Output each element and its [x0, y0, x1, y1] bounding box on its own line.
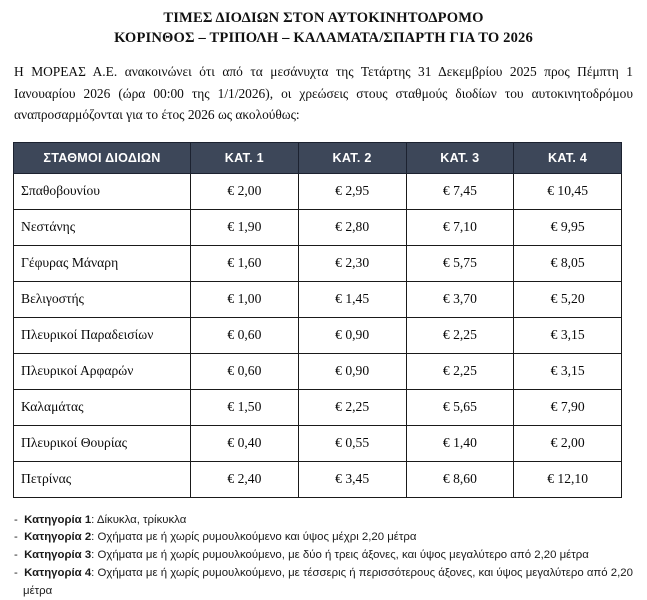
table-header-row	[14, 142, 622, 173]
table-row	[14, 425, 622, 461]
cell-kat3: € 8,60	[406, 461, 514, 497]
cell-kat3: € 5,65	[406, 389, 514, 425]
title-line-2: ΚΟΡΙΝΘΟΣ – ΤΡΙΠΟΛΗ – ΚΑΛΑΜΑΤΑ/ΣΠΑΡΤΗ ΓΙΑ ΤΟ 2026	[0, 29, 647, 49]
cell-kat3: € 5,75	[406, 245, 514, 281]
cell-station: Γέφυρας Μάναρη	[14, 245, 191, 281]
cell-station: Βελιγοστής	[14, 281, 191, 317]
table-row	[14, 173, 622, 209]
cell-station: Νεστάνης	[14, 209, 191, 245]
column-header-kat1: ΚΑΤ. 1	[191, 142, 299, 173]
bullet-dash: -	[14, 567, 18, 579]
bullet-dash: -	[14, 531, 18, 543]
cell-kat1: € 0,60	[191, 317, 299, 353]
cell-kat4: € 3,15	[514, 353, 622, 389]
legend-label: Κατηγορία 1	[24, 514, 91, 526]
legend-text: : Οχήματα με ή χωρίς ρυμουλκούμενο, με τέσσερις ή περισσότερους άξονες, και ύψος μεγαλύτερο από 2,20 μέτρα	[23, 567, 633, 596]
cell-station: Πλευρικοί Αρφαρών	[14, 353, 191, 389]
cell-kat4: € 8,05	[514, 245, 622, 281]
cell-kat4: € 12,10	[514, 461, 622, 497]
bullet-dash: -	[14, 549, 18, 561]
cell-kat1: € 1,00	[191, 281, 299, 317]
cell-kat1: € 0,60	[191, 353, 299, 389]
cell-station: Σπαθοβουνίου	[14, 173, 191, 209]
cell-kat2: € 1,45	[298, 281, 406, 317]
cell-kat2: € 0,55	[298, 425, 406, 461]
cell-kat2: € 2,25	[298, 389, 406, 425]
column-header-kat4: ΚΑΤ. 4	[514, 142, 622, 173]
cell-kat4: € 7,90	[514, 389, 622, 425]
legend-text: : Δίκυκλα, τρίκυκλα	[91, 514, 186, 526]
cell-kat3: € 7,45	[406, 173, 514, 209]
column-header-kat2: ΚΑΤ. 2	[298, 142, 406, 173]
legend-item-category-4	[14, 565, 634, 600]
cell-kat1: € 1,90	[191, 209, 299, 245]
cell-kat1: € 2,40	[191, 461, 299, 497]
column-header-station: ΣΤΑΘΜΟΙ ΔΙΟΔΙΩΝ	[14, 142, 191, 173]
legend-label: Κατηγορία 4	[24, 567, 91, 579]
table-row	[14, 281, 622, 317]
cell-station: Καλαμάτας	[14, 389, 191, 425]
bullet-dash: -	[14, 514, 18, 526]
cell-kat3: € 2,25	[406, 353, 514, 389]
cell-station: Πλευρικοί Θουρίας	[14, 425, 191, 461]
cell-kat2: € 2,80	[298, 209, 406, 245]
cell-kat4: € 2,00	[514, 425, 622, 461]
cell-kat2: € 0,90	[298, 317, 406, 353]
cell-kat4: € 9,95	[514, 209, 622, 245]
cell-kat1: € 1,50	[191, 389, 299, 425]
table-body	[14, 173, 622, 497]
cell-station: Πετρίνας	[14, 461, 191, 497]
legend-item-category-1	[14, 512, 634, 529]
cell-kat1: € 0,40	[191, 425, 299, 461]
cell-kat3: € 3,70	[406, 281, 514, 317]
cell-station: Πλευρικοί Παραδεισίων	[14, 317, 191, 353]
cell-kat2: € 0,90	[298, 353, 406, 389]
title-line-1: ΤΙΜΕΣ ΔΙΟΔΙΩΝ ΣΤΟΝ ΑΥΤΟΚΙΝΗΤΟΔΡΟΜΟ	[0, 9, 647, 29]
legend-text: : Οχήματα με ή χωρίς ρυμουλκούμενο και ύψος μέχρι 2,20 μέτρα	[91, 531, 416, 543]
cell-kat4: € 5,20	[514, 281, 622, 317]
table-row	[14, 209, 622, 245]
cell-kat4: € 3,15	[514, 317, 622, 353]
table-row	[14, 317, 622, 353]
column-header-kat3: ΚΑΤ. 3	[406, 142, 514, 173]
cell-kat4: € 10,45	[514, 173, 622, 209]
page-title	[0, 0, 647, 48]
cell-kat2: € 2,30	[298, 245, 406, 281]
cell-kat1: € 1,60	[191, 245, 299, 281]
table-header	[14, 142, 622, 173]
toll-price-table-container	[13, 142, 621, 498]
toll-price-table	[13, 142, 622, 498]
legend-label: Κατηγορία 2	[24, 531, 91, 543]
table-row	[14, 245, 622, 281]
cell-kat3: € 2,25	[406, 317, 514, 353]
cell-kat2: € 2,95	[298, 173, 406, 209]
cell-kat3: € 7,10	[406, 209, 514, 245]
cell-kat3: € 1,40	[406, 425, 514, 461]
cell-kat2: € 3,45	[298, 461, 406, 497]
legend-text: : Οχήματα με ή χωρίς ρυμουλκούμενο, με δύο ή τρεις άξονες, και ύψος μεγαλύτερο από 2,20 μέτρα	[91, 549, 589, 561]
intro-paragraph: Η ΜΟΡΕΑΣ Α.Ε. ανακοινώνει ότι από τα μεσάνυχτα της Τετάρτης 31 Δεκεμβρίου 2025 προς Πέμπτη 1 Ιανουαρίου 2026 (ώρα 00:00 της 1/1/2026), οι χρεώσεις στους σταθμούς διοδίων του αυτοκινητοδρόμου αναπροσαρμόζονται για το έτος 2026 ως ακολούθως:	[14, 61, 633, 126]
legend-item-category-3	[14, 547, 634, 564]
table-row	[14, 389, 622, 425]
table-row	[14, 461, 622, 497]
table-row	[14, 353, 622, 389]
legend-label: Κατηγορία 3	[24, 549, 91, 561]
legend-item-category-2	[14, 529, 634, 546]
cell-kat1: € 2,00	[191, 173, 299, 209]
